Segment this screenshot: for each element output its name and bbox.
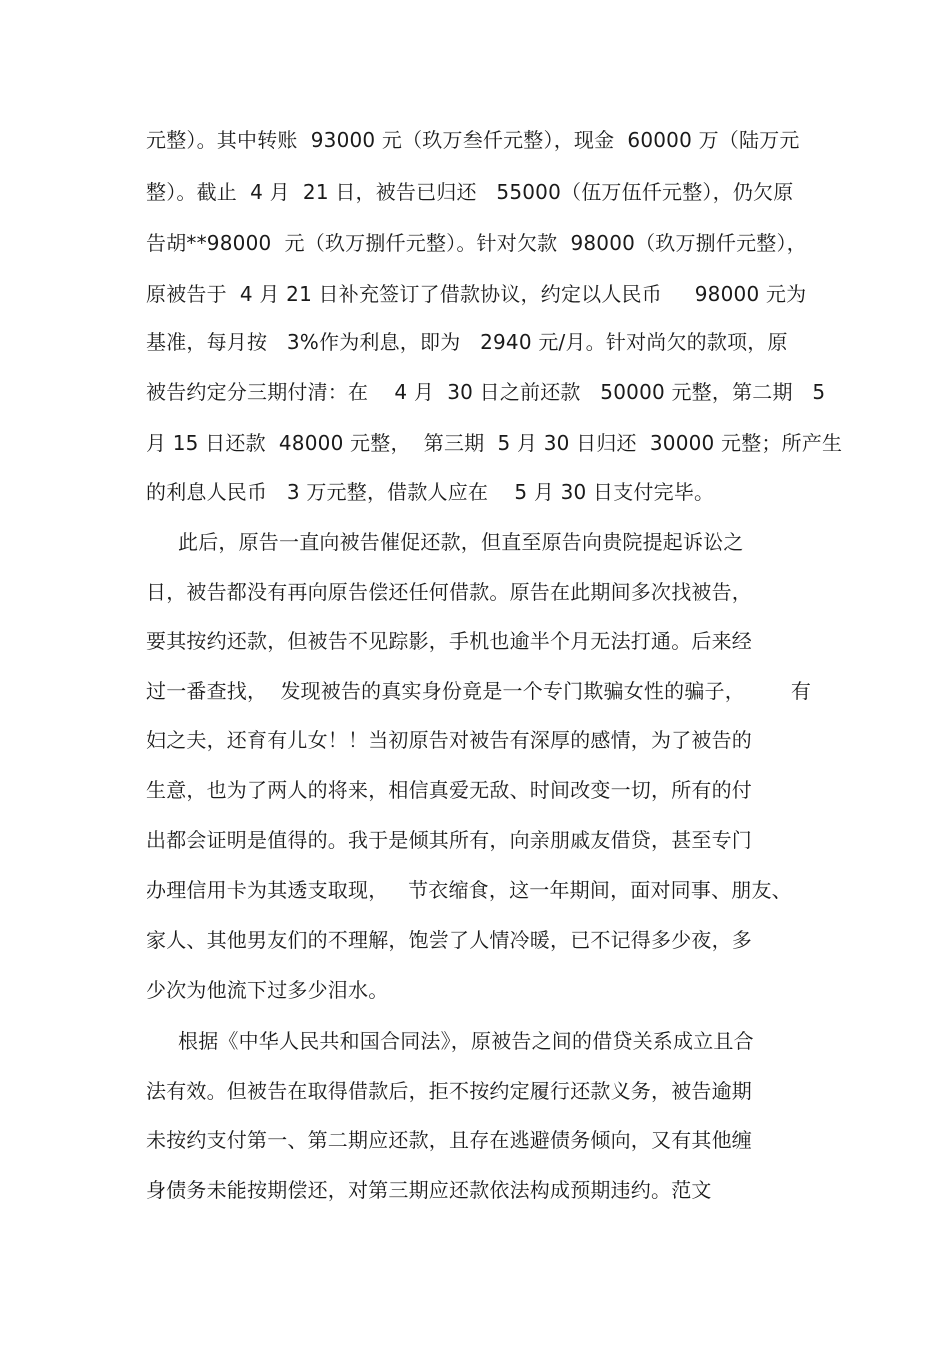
text-line: 身债务未能按期偿还，对第三期应还款依法构成预期违约。范文 — [146, 1178, 712, 1202]
text-line: 的利息人民币 3 万元整，借款人应在 5 月 30 日支付完毕。 — [146, 480, 715, 504]
paragraph-start-line: 此后，原告一直向被告催促还款，但直至原告向贵院提起诉讼之 — [178, 530, 744, 554]
text-line: 要其按约还款，但被告不见踪影，手机也逾半个月无法打通。后来经 — [146, 629, 752, 653]
text-line: 妇之夫，还育有儿女！！当初原告对被告有深厚的感情，为了被告的 — [146, 728, 752, 752]
text-line: 过一番查找， 发现被告的真实身份竟是一个专门欺骗女性的骗子， 有 — [146, 679, 812, 703]
text-line: 生意，也为了两人的将来，相信真爱无敌、时间改变一切，所有的付 — [146, 778, 752, 802]
text-line: 基准，每月按 3%作为利息，即为 2940 元/月。针对尚欠的款项，原 — [146, 330, 788, 354]
text-line: 告胡**98000 元（玖万捌仟元整）。针对欠款 98000（玖万捌仟元整）， — [146, 231, 807, 255]
text-line: 被告约定分三期付清：在 4 月 30 日之前还款 50000 元整，第二期 5 — [146, 380, 826, 404]
text-line: 日，被告都没有再向原告偿还任何借款。原告在此期间多次找被告， — [146, 580, 752, 604]
text-line: 少次为他流下过多少泪水。 — [146, 978, 389, 1002]
text-line: 元整）。其中转账 93000 元（玖万叁仟元整），现金 60000 万（陆万元 — [146, 128, 800, 152]
text-line: 法有效。但被告在取得借款后，拒不按约定履行还款义务，被告逾期 — [146, 1079, 752, 1103]
text-line: 家人、其他男友们的不理解，饱尝了人情冷暖，已不记得多少夜，多 — [146, 928, 752, 952]
text-line: 出都会证明是值得的。我于是倾其所有，向亲朋戚友借贷，甚至专门 — [146, 828, 752, 852]
paragraph-start-line: 根据《中华人民共和国合同法》，原被告之间的借贷关系成立且合 — [178, 1029, 754, 1053]
text-line: 整）。截止 4 月 21 日，被告已归还 55000（伍万伍仟元整），仍欠原 — [146, 180, 794, 204]
text-line: 原被告于 4 月 21 日补充签订了借款协议，约定以人民币 98000 元为 — [146, 282, 807, 306]
text-line: 月 15 日还款 48000 元整， 第三期 5 月 30 日归还 30000 元整；所产生 — [146, 431, 843, 455]
text-line: 未按约支付第一、第二期应还款，且存在逃避债务倾向，又有其他缠 — [146, 1128, 752, 1152]
text-line: 办理信用卡为其透支取现， 节衣缩食，这一年期间，面对同事、朋友、 — [146, 878, 792, 902]
